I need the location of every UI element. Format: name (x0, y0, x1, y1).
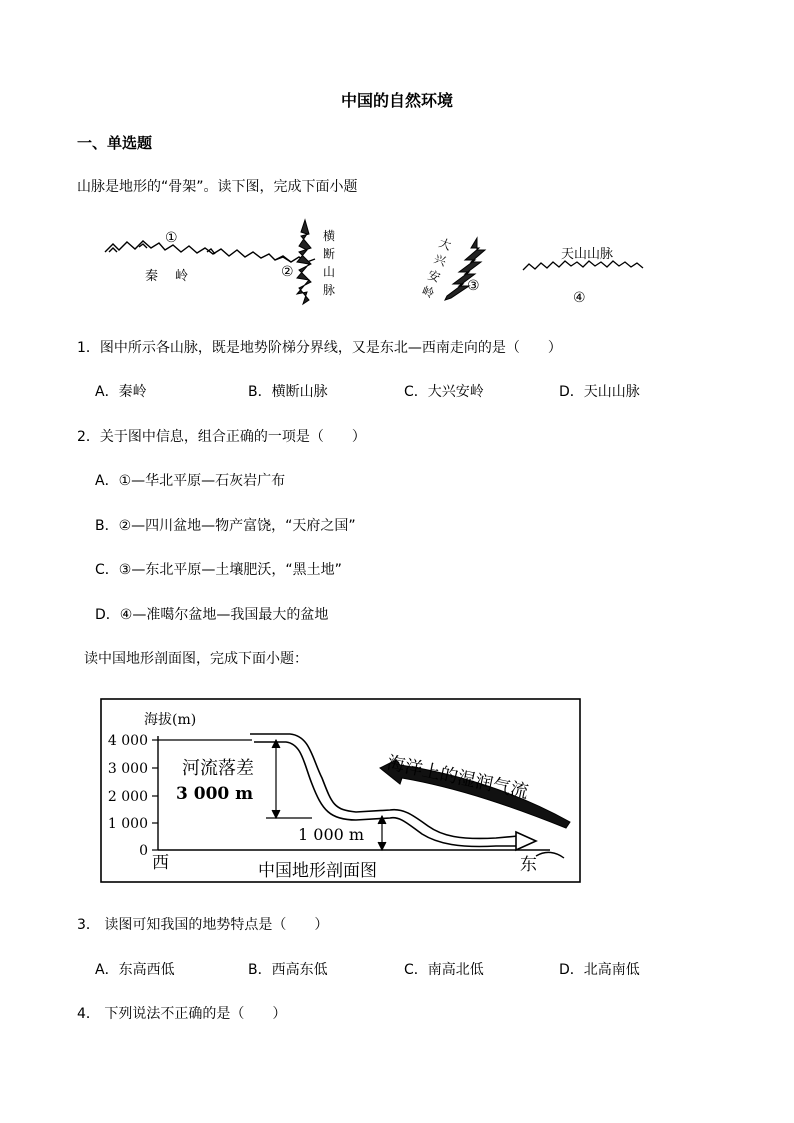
mountain-2-char-3: 山 (323, 265, 336, 279)
airflow-label: 海洋上的湿润气流 (384, 752, 531, 803)
mountain-3-char-1: 大 (436, 235, 454, 253)
mountain-figure (95, 212, 655, 312)
tianshan-mountain-shape (523, 261, 643, 270)
west-label: 西 (152, 853, 169, 873)
q3-stem: 3． 读图可知我国的地势特点是（ ） (77, 917, 329, 933)
q2-option-a[interactable]: A．①—华北平原—石灰岩广布 (95, 473, 286, 489)
mountain-2-char-4: 脉 (323, 283, 336, 297)
y-tick-2000: 2 000 (107, 789, 148, 805)
profile-caption: 中国地形剖面图 (258, 861, 377, 881)
q2-option-b[interactable]: B．②—四川盆地—物产富饶，“天府之国” (95, 518, 356, 534)
hengduan-mountain-shape (297, 220, 311, 304)
drop-label: 河流落差 (182, 758, 254, 779)
page-title: 中国的自然环境 (340, 91, 453, 110)
mountain-3-number: ③ (467, 278, 480, 294)
y-tick-1000: 1 000 (107, 816, 148, 832)
mountain-2-char-1: 横 (323, 229, 336, 243)
mountain-3-char-3: 安 (425, 267, 443, 285)
intro-text-2: 读中国地形剖面图，完成下面小题： (84, 651, 308, 667)
q3-option-d[interactable]: D．北高南低 (559, 962, 640, 978)
q1-option-a[interactable]: A．秦岭 (95, 384, 147, 400)
mountain-2-char-2: 断 (323, 247, 336, 261)
mountain-1-name-a: 秦 (145, 269, 159, 284)
q1-stem: 1．图中所示各山脉，既是地势阶梯分界线，又是东北—西南走向的是（ ） (77, 340, 562, 356)
q2-stem: 2．关于图中信息，组合正确的一项是（ ） (77, 429, 366, 445)
east-label: 东 (520, 855, 537, 875)
q1-option-d[interactable]: D．天山山脉 (559, 384, 640, 400)
drop-value: 3 000 m (176, 784, 254, 804)
mountain-3-char-2: 兴 (431, 251, 449, 269)
q1-option-b[interactable]: B．横断山脉 (248, 384, 328, 400)
mountain-4-name: 天山山脉 (561, 247, 614, 262)
mountain-4-number: ④ (573, 290, 586, 306)
q1-option-c[interactable]: C．大兴安岭 (404, 384, 484, 400)
mountain-2-number: ② (281, 264, 294, 280)
intro-text-1: 山脉是地形的“骨架”。读下图，完成下面小题 (77, 179, 358, 195)
terrain-profile-figure (100, 698, 582, 884)
q3-option-b[interactable]: B．西高东低 (248, 962, 328, 978)
y-tick-0: 0 (139, 843, 148, 859)
section-heading: 一、单选题 (77, 134, 153, 152)
q3-option-a[interactable]: A．东高西低 (95, 962, 175, 978)
q3-option-c[interactable]: C．南高北低 (404, 962, 484, 978)
mountain-3-char-4: 岭 (419, 283, 437, 301)
mountain-1-name-b: 岭 (175, 269, 189, 284)
low-value: 1 000 m (298, 825, 365, 844)
y-tick-4000: 4 000 (107, 733, 148, 749)
q2-option-c[interactable]: C．③—东北平原—土壤肥沃，“黑土地” (95, 562, 342, 578)
q2-option-d[interactable]: D．④—准噶尔盆地—我国最大的盆地 (95, 607, 329, 623)
q4-stem: 4． 下列说法不正确的是（ ） (77, 1006, 287, 1022)
y-axis-label: 海拔(m) (144, 712, 197, 728)
mountain-1-number: ① (165, 230, 178, 246)
y-tick-3000: 3 000 (107, 761, 148, 777)
qinling-mountain-shape (105, 241, 315, 262)
